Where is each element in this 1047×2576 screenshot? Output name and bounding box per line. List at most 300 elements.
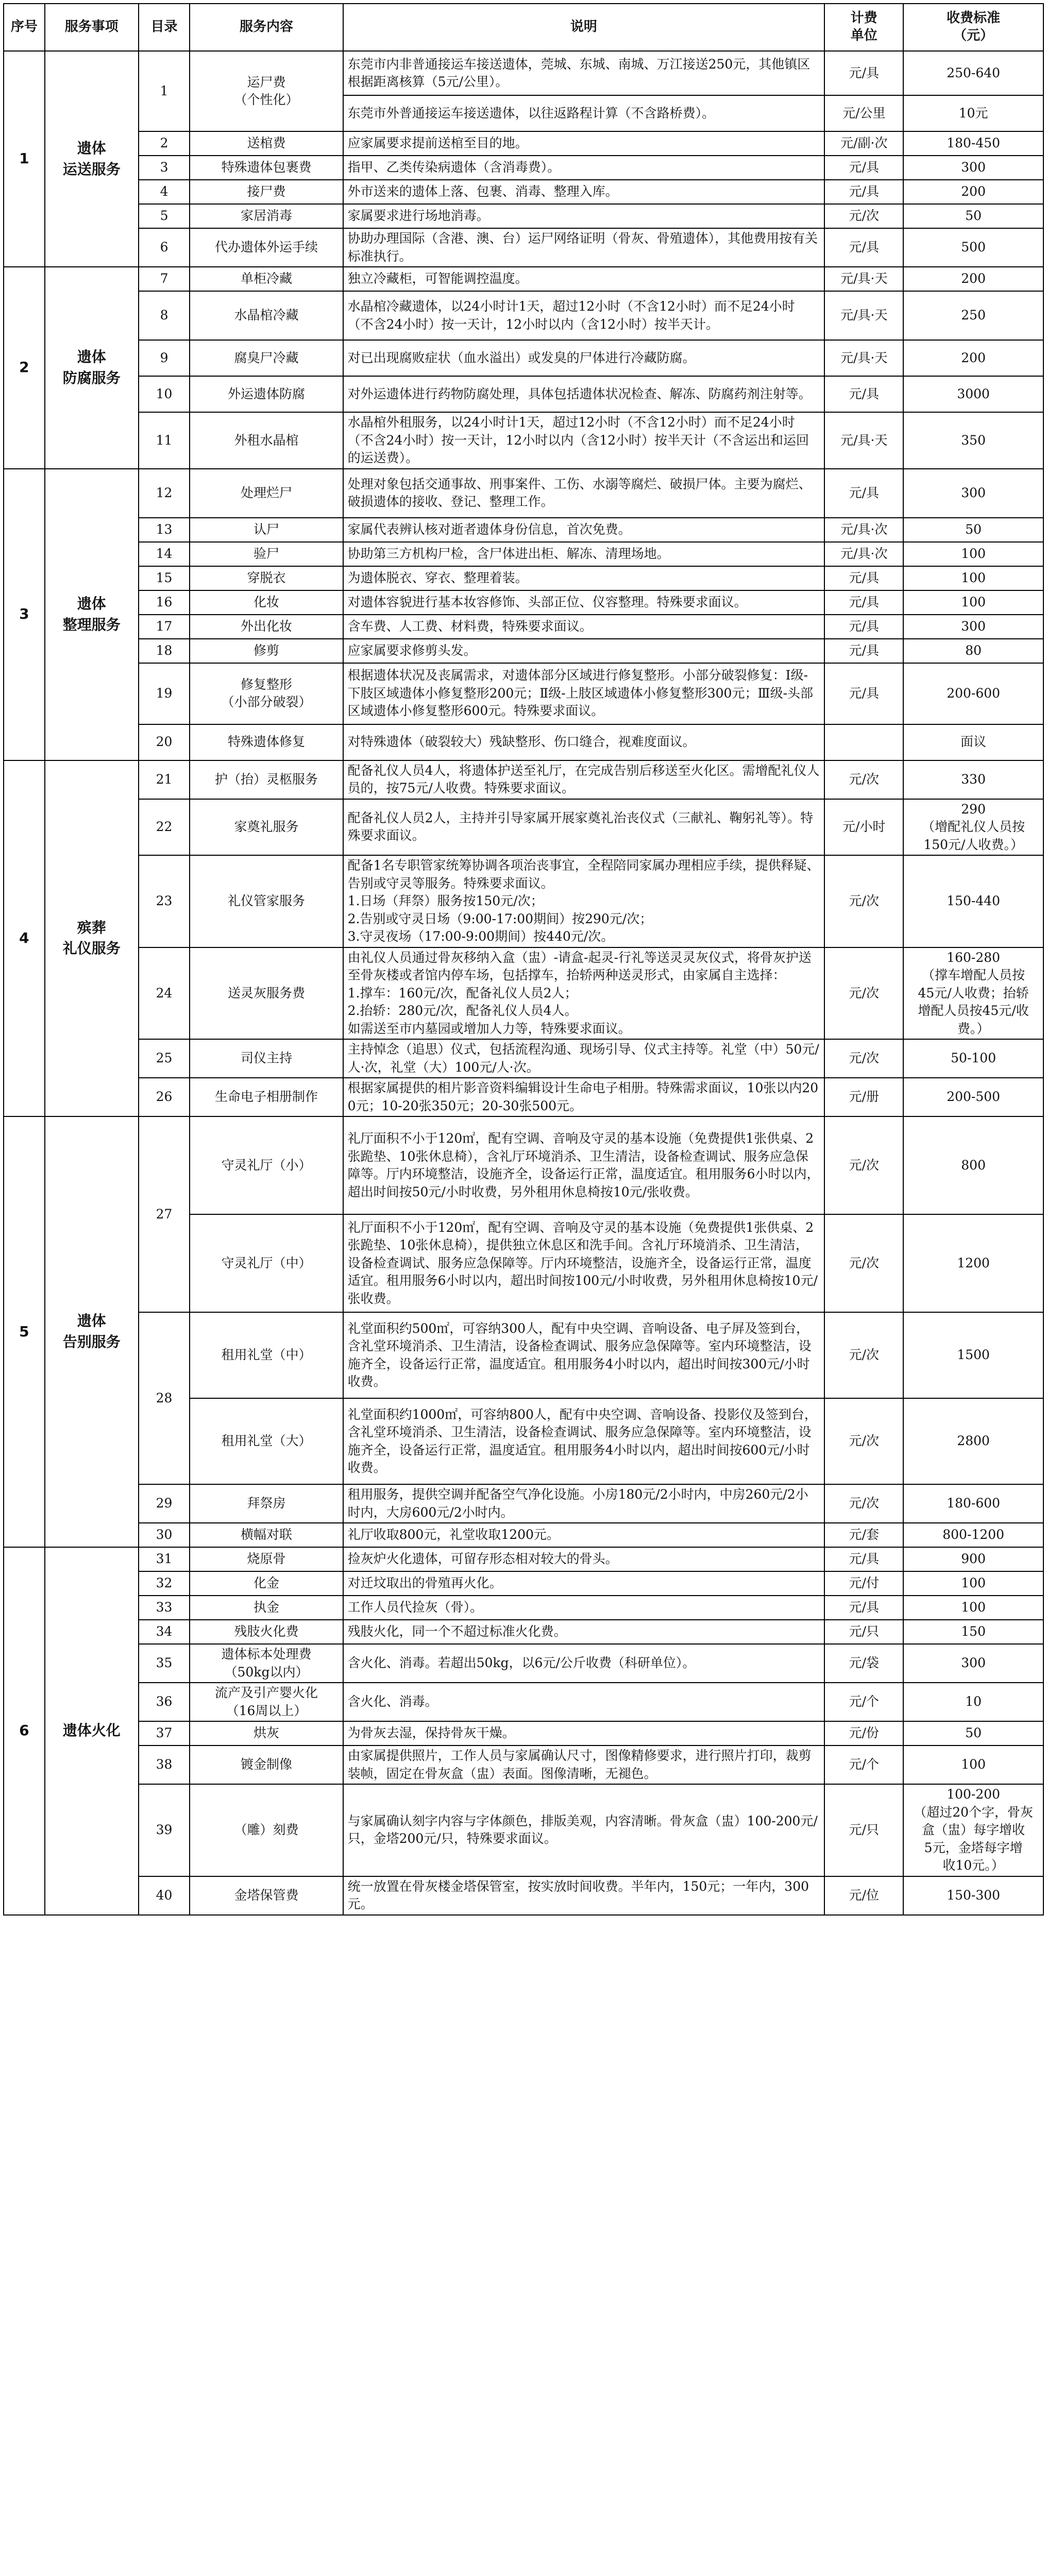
price-cell: 80	[903, 639, 1043, 663]
service-line: 烘灰	[254, 1725, 280, 1741]
service-cell	[190, 566, 343, 590]
index-cell: 37	[139, 1721, 190, 1745]
unit-cell: 元/份	[824, 1721, 903, 1745]
table-row	[4, 1620, 1043, 1644]
service-cell	[190, 469, 343, 518]
table-row	[4, 1596, 1043, 1620]
table-row	[4, 228, 1043, 267]
index-cell: 7	[139, 267, 190, 291]
service-cell	[190, 267, 343, 291]
description-cell: 外市送来的遗体上落、包裹、消毒、整理入库。	[343, 180, 825, 204]
description-cell: 根据遗体状况及丧属需求，对遗体部分区域进行修复整形。小部分破裂修复：Ⅰ级-下肢区域遗体小修复整形200元；Ⅱ级-上肢区域遗体小修复整形300元；Ⅲ级-头部区域遗体小修复整形600元。特殊要求面议。	[343, 663, 825, 724]
price-cell	[903, 947, 1043, 1040]
service-line: 烧原骨	[247, 1551, 286, 1567]
description-cell: 对外运遗体进行药物防腐处理，具体包括遗体状况检查、解冻、防腐药剂注射等。	[343, 376, 825, 412]
price-line: 100-200	[947, 1787, 1001, 1802]
service-cell	[190, 1784, 343, 1876]
table-row	[4, 1683, 1043, 1721]
price-cell: 800	[903, 1116, 1043, 1214]
service-line: 特殊遗体修复	[228, 734, 306, 750]
service-line: 镀金制像	[241, 1757, 293, 1772]
unit-cell: 元/次	[824, 760, 903, 799]
index-cell: 12	[139, 469, 190, 518]
description-cell: 应家属要求修剪头发。	[343, 639, 825, 663]
table-row	[4, 131, 1043, 156]
description-cell: 家属代表辨认核对逝者遗体身份信息，首次免费。	[343, 518, 825, 542]
service-line: 租用礼堂（大）	[221, 1433, 312, 1449]
index-cell: 25	[139, 1039, 190, 1078]
description-cell: 协助第三方机构尸检，含尸体进出柜、解冻、清理场地。	[343, 542, 825, 566]
service-line: 验尸	[254, 546, 280, 561]
unit-cell: 元/个	[824, 1683, 903, 1721]
category-cell	[45, 267, 139, 469]
price-cell: 200-500	[903, 1078, 1043, 1116]
table-row	[4, 799, 1043, 856]
service-line: 家居消毒	[241, 208, 293, 224]
index-cell: 11	[139, 412, 190, 469]
index-cell: 26	[139, 1078, 190, 1116]
description-cell: 工作人员代捡灰（骨）。	[343, 1596, 825, 1620]
table-row	[4, 1523, 1043, 1547]
service-cell	[190, 615, 343, 639]
description-line: 2.告别或守灵日场（9:00-17:00期间）按290元/次；	[347, 911, 653, 926]
description-cell: 水晶棺外租服务，以24小时计1天，超过12小时（不含12小时）而不足24小时（不含24小时）按一天计，12小时以内（含12小时）按半天计（不含运出和运回的运送费）。	[343, 412, 825, 469]
unit-cell: 元/具·天	[824, 340, 903, 376]
service-line: 守灵礼厅（中）	[221, 1255, 312, 1270]
service-cell	[190, 1745, 343, 1784]
table-row	[4, 1484, 1043, 1523]
price-cell: 2800	[903, 1398, 1043, 1484]
service-cell	[190, 291, 343, 340]
service-line: 特殊遗体包裹费	[221, 160, 312, 175]
service-line: 租用礼堂（中）	[221, 1347, 312, 1363]
index-cell: 31	[139, 1547, 190, 1571]
price-line: 5元，金塔每字增	[924, 1840, 1023, 1855]
index-cell: 21	[139, 760, 190, 799]
category-line: 遗体	[77, 595, 106, 612]
service-cell	[190, 1721, 343, 1745]
description-cell: 含车费、人工费、材料费，特殊要求面议。	[343, 615, 825, 639]
index-cell: 10	[139, 376, 190, 412]
unit-cell: 元/次	[824, 1039, 903, 1078]
service-cell	[190, 639, 343, 663]
table-row	[4, 639, 1043, 663]
category-line: 礼仪服务	[62, 940, 121, 957]
index-cell: 3	[139, 156, 190, 180]
index-cell: 23	[139, 855, 190, 947]
price-cell: 350	[903, 412, 1043, 469]
table-row	[4, 1039, 1043, 1078]
service-line: 护（抬）灵柩服务	[215, 771, 318, 787]
description-cell: 对已出现腐败症状（血水溢出）或发臭的尸体进行冷藏防腐。	[343, 340, 825, 376]
unit-cell: 元/册	[824, 1078, 903, 1116]
description-cell	[343, 947, 825, 1040]
price-line: 收10元。）	[942, 1858, 1004, 1873]
price-cell: 100	[903, 542, 1043, 566]
fee-schedule-page	[0, 3, 1047, 1916]
unit-cell: 元/袋	[824, 1644, 903, 1683]
index-cell: 24	[139, 947, 190, 1040]
category-cell	[45, 51, 139, 267]
table-row	[4, 1547, 1043, 1571]
description-cell: 处理对象包括交通事故、刑事案件、工伤、水溺等腐烂、破损尸体。主要为腐烂、破损遗体的接收、登记、整理工作。	[343, 469, 825, 518]
header-seq: 序号	[4, 4, 45, 51]
service-cell	[190, 1312, 343, 1398]
price-cell: 1200	[903, 1214, 1043, 1312]
price-cell: 100	[903, 1571, 1043, 1596]
description-line: 1.撑车：160元/次，配备礼仪人员2人；	[347, 985, 578, 1001]
service-line: 认尸	[254, 521, 280, 537]
service-line: 穿脱衣	[247, 570, 286, 585]
index-cell: 38	[139, 1745, 190, 1784]
price-cell: 180-450	[903, 131, 1043, 156]
service-cell	[190, 204, 343, 228]
header-unit	[824, 4, 903, 51]
table-row	[4, 156, 1043, 180]
price-cell: 800-1200	[903, 1523, 1043, 1547]
description-cell: 与家属确认刻字内容与字体颜色，排版美观，内容清晰。骨灰盒（盅）100-200元/只，金塔200元/只，特殊要求面议。	[343, 1784, 825, 1876]
description-cell: 捡灰炉火化遗体，可留存形态相对较大的骨头。	[343, 1547, 825, 1571]
service-line: 化金	[254, 1575, 280, 1591]
service-line: 家奠礼服务	[234, 819, 299, 834]
index-cell: 1	[139, 51, 190, 131]
service-cell	[190, 542, 343, 566]
service-line: 礼仪管家服务	[228, 893, 306, 908]
index-cell: 29	[139, 1484, 190, 1523]
unit-cell: 元/具	[824, 1596, 903, 1620]
table-row	[4, 518, 1043, 542]
service-cell	[190, 131, 343, 156]
table-row	[4, 469, 1043, 518]
service-line: （16周以上）	[226, 1703, 307, 1718]
price-cell: 50	[903, 204, 1043, 228]
description-cell: 配备礼仪人员2人，主持并引导家属开展家奠礼治丧仪式（三献礼、鞠躬礼等）。特殊要求面议。	[343, 799, 825, 856]
header-price-line: （元）	[953, 28, 994, 43]
service-line: 化妆	[254, 594, 280, 609]
category-line: 防腐服务	[62, 369, 121, 386]
service-line: 外出化妆	[241, 618, 293, 634]
unit-cell: 元/只	[824, 1620, 903, 1644]
service-cell	[190, 518, 343, 542]
table-row	[4, 542, 1043, 566]
category-line: 整理服务	[62, 616, 121, 633]
unit-cell: 元/具	[824, 615, 903, 639]
service-line: 残肢火化费	[234, 1624, 299, 1639]
index-cell: 30	[139, 1523, 190, 1547]
description-cell	[343, 855, 825, 947]
description-cell: 对迁坟取出的骨殖再火化。	[343, 1571, 825, 1596]
index-cell: 2	[139, 131, 190, 156]
index-cell: 36	[139, 1683, 190, 1721]
price-cell: 50-100	[903, 1039, 1043, 1078]
category-line: 遗体	[77, 139, 106, 157]
description-cell: 统一放置在骨灰楼金塔保管室，按实放时间收费。半年内，150元；一年内，300元。	[343, 1876, 825, 1915]
table-row	[4, 566, 1043, 590]
description-cell: 礼厅面积不小于120㎡，配有空调、音响及守灵的基本设施（免费提供1张供桌、2张跪垫、10张休息椅），含礼厅环境消杀、卫生清洁，设备检查调试、服务应急保障等。厅内环境整洁，设施齐全，设备运行正常，温度适宜。租用服务6小时以内，超出时间按50元/小时收费，另外租用休息椅按10元/张收费。	[343, 1116, 825, 1214]
description-cell: 礼堂面积约1000㎡，可容纳800人，配有中央空调、音响设备、投影仪及签到台，含礼堂环境消杀、卫生清洁，设备检查调试、服务应急保障等。室内环境整洁，设施齐全，设备运行正常，温度适宜。租用服务4小时以内，超出时间按600元/小时收费。	[343, 1398, 825, 1484]
unit-cell: 元/具	[824, 156, 903, 180]
description-cell: 含火化、消毒。	[343, 1683, 825, 1721]
service-cell	[190, 156, 343, 180]
table-row	[4, 291, 1043, 340]
category-line: 遗体火化	[62, 1722, 121, 1739]
unit-cell: 元/副·次	[824, 131, 903, 156]
service-cell	[190, 1876, 343, 1915]
table-row	[4, 855, 1043, 947]
table-row	[4, 204, 1043, 228]
price-cell: 250	[903, 291, 1043, 340]
service-line: 拜祭房	[247, 1496, 286, 1511]
description-cell: 由家属提供照片，工作人员与家属确认尺寸，图像精修要求，进行照片打印，裁剪装帧，固定在骨灰盒（盅）表面。图像清晰，无褪色。	[343, 1745, 825, 1784]
price-line: 160-280	[947, 950, 1001, 965]
service-line: 生命电子相册制作	[215, 1089, 318, 1105]
price-cell: 200	[903, 340, 1043, 376]
price-line: 45元/人收费；抬轿	[918, 985, 1029, 1001]
service-line: 单柜冷藏	[241, 271, 293, 286]
unit-cell: 元/具	[824, 469, 903, 518]
price-line: 增配人员按45元/收	[918, 1003, 1029, 1018]
table-row	[4, 1644, 1043, 1683]
price-cell: 150-440	[903, 855, 1043, 947]
unit-cell: 元/具	[824, 639, 903, 663]
service-line: 处理烂尸	[241, 485, 293, 500]
service-line: （小部分破裂）	[221, 694, 312, 709]
unit-cell: 元/次	[824, 1214, 903, 1312]
price-cell: 330	[903, 760, 1043, 799]
unit-cell: 元/次	[824, 204, 903, 228]
table-row	[4, 376, 1043, 412]
description-line: 如需送至市内墓园或增加人力等，特殊要求面议。	[347, 1021, 631, 1036]
description-cell: 东莞市外普通接运车接送遗体，以往返路程计算（不含路桥费）。	[343, 95, 825, 131]
price-cell: 300	[903, 156, 1043, 180]
service-cell	[190, 1116, 343, 1214]
index-cell: 35	[139, 1644, 190, 1683]
service-line: 守灵礼厅（小）	[221, 1157, 312, 1173]
service-cell	[190, 590, 343, 615]
table-row	[4, 590, 1043, 615]
index-cell: 40	[139, 1876, 190, 1915]
unit-cell: 元/小时	[824, 799, 903, 856]
price-cell: 100	[903, 566, 1043, 590]
table-row	[4, 340, 1043, 376]
index-cell: 17	[139, 615, 190, 639]
price-cell: 200	[903, 180, 1043, 204]
service-cell	[190, 1683, 343, 1721]
price-cell	[903, 1784, 1043, 1876]
header-row	[4, 4, 1043, 51]
description-cell: 礼堂面积约500㎡，可容纳300人，配有中央空调、音响设备、电子屏及签到台，含礼堂环境消杀、卫生清洁，设备检查调试、服务应急保障等。室内环境整洁，设施齐全，设备运行正常，温度适宜。租用服务4小时以内，超出时间按300元/小时收费。	[343, 1312, 825, 1398]
unit-cell: 元/套	[824, 1523, 903, 1547]
unit-cell: 元/具	[824, 180, 903, 204]
table-row	[4, 1876, 1043, 1915]
category-line: 运送服务	[62, 160, 121, 178]
price-cell: 300	[903, 469, 1043, 518]
table-row	[4, 663, 1043, 724]
index-cell: 8	[139, 291, 190, 340]
price-cell: 150-300	[903, 1876, 1043, 1915]
service-cell	[190, 1078, 343, 1116]
description-cell: 家属要求进行场地消毒。	[343, 204, 825, 228]
unit-cell: 元/次	[824, 947, 903, 1040]
description-cell: 东莞市内非普通接运车接送遗体，莞城、东城、南城、万江接送250元，其他镇区根据距离核算（5元/公里）。	[343, 51, 825, 95]
header-description: 说明	[343, 4, 825, 51]
index-cell: 14	[139, 542, 190, 566]
index-cell: 18	[139, 639, 190, 663]
service-line: 送棺费	[247, 135, 286, 151]
table-row	[4, 51, 1043, 95]
description-cell: 对遗体容貌进行基本妆容修饰、头部正位、仪容整理。特殊要求面议。	[343, 590, 825, 615]
price-cell: 100	[903, 1596, 1043, 1620]
index-cell: 22	[139, 799, 190, 856]
unit-cell: 元/只	[824, 1784, 903, 1876]
service-line: 执金	[254, 1600, 280, 1615]
description-cell: 含火化、消毒。若超出50kg，以6元/公斤收费（科研单位）。	[343, 1644, 825, 1683]
category-line: 告别服务	[62, 1333, 121, 1350]
price-line: 150元/人收费。）	[923, 837, 1023, 852]
service-cell	[190, 1644, 343, 1683]
description-cell: 为骨灰去湿，保持骨灰干燥。	[343, 1721, 825, 1745]
description-line: 配备1名专职管家统筹协调各项治丧事宜，全程陪同家属办理相应手续，提供释疑、告别或守灵等服务。特殊要求面议。	[347, 858, 820, 891]
service-cell	[190, 228, 343, 267]
price-cell: 200	[903, 267, 1043, 291]
header-unit-line: 单位	[850, 28, 877, 43]
index-cell: 27	[139, 1116, 190, 1312]
index-cell: 34	[139, 1620, 190, 1644]
price-cell: 3000	[903, 376, 1043, 412]
service-cell	[190, 724, 343, 760]
price-cell: 1500	[903, 1312, 1043, 1398]
unit-cell: 元/位	[824, 1876, 903, 1915]
description-line: 由礼仪人员通过骨灰移纳入盒（盅）-请盒-起灵-行礼等送灵灵灰仪式，将骨灰护送至骨灰楼或者馆内停车场，包括撑车，抬轿两种送灵形式，由家属自主选择：	[347, 950, 812, 982]
price-cell: 10	[903, 1683, 1043, 1721]
unit-cell: 元/个	[824, 1745, 903, 1784]
description-cell: 租用服务，提供空调并配备空气净化设施。小房180元/2小时内，中房260元/2小时内，大房600元/2小时内。	[343, 1484, 825, 1523]
unit-cell: 元/具·次	[824, 518, 903, 542]
table-row	[4, 615, 1043, 639]
unit-cell: 元/具·天	[824, 291, 903, 340]
index-cell: 16	[139, 590, 190, 615]
table-row	[4, 1784, 1043, 1876]
unit-cell: 元/公里	[824, 95, 903, 131]
price-cell: 10元	[903, 95, 1043, 131]
index-cell: 4	[139, 180, 190, 204]
seq-cell: 3	[4, 469, 45, 760]
price-cell: 面议	[903, 724, 1043, 760]
unit-cell: 元/具	[824, 376, 903, 412]
service-cell	[190, 1596, 343, 1620]
unit-cell: 元/具	[824, 566, 903, 590]
price-cell: 150	[903, 1620, 1043, 1644]
unit-cell: 元/具·天	[824, 412, 903, 469]
service-line: 水晶棺冷藏	[234, 308, 299, 323]
price-cell: 300	[903, 1644, 1043, 1683]
service-cell	[190, 376, 343, 412]
index-cell: 33	[139, 1596, 190, 1620]
table-row	[4, 760, 1043, 799]
service-line: 外运遗体防腐	[228, 386, 306, 401]
category-line: 殡葬	[77, 919, 106, 936]
price-cell: 180-600	[903, 1484, 1043, 1523]
description-line: 2.抬轿：280元/次，配备礼仪人员4人。	[347, 1003, 578, 1018]
seq-cell: 4	[4, 760, 45, 1117]
price-cell: 50	[903, 518, 1043, 542]
unit-cell: 元/次	[824, 1116, 903, 1214]
unit-cell	[824, 724, 903, 760]
service-line: 司仪主持	[241, 1050, 293, 1066]
price-line: （撑车增配人员按	[922, 968, 1025, 982]
table-row	[4, 180, 1043, 204]
description-cell: 水晶棺冷藏遗体，以24小时计1天，超过12小时（不含12小时）而不足24小时（不含24小时）按一天计，12小时以内（含12小时）按半天计。	[343, 291, 825, 340]
service-line: （50kg以内）	[224, 1664, 309, 1680]
service-cell	[190, 51, 343, 131]
fee-table-body	[4, 51, 1043, 1915]
service-line: 修剪	[254, 642, 280, 658]
service-cell	[190, 340, 343, 376]
seq-cell: 1	[4, 51, 45, 267]
index-cell: 32	[139, 1571, 190, 1596]
table-row	[4, 267, 1043, 291]
category-cell	[45, 1116, 139, 1547]
service-line: 流产及引产婴火化	[215, 1685, 318, 1700]
service-cell	[190, 1523, 343, 1547]
description-line: 1.日场（拜祭）服务按150元/次；	[347, 893, 544, 908]
service-cell	[190, 1620, 343, 1644]
table-row	[4, 1078, 1043, 1116]
service-line: 遗体标本处理费	[221, 1647, 312, 1662]
service-line: （雕）刻费	[234, 1822, 299, 1837]
table-row	[4, 1116, 1043, 1214]
price-line: （超过20个字，骨灰	[914, 1804, 1034, 1820]
service-cell	[190, 180, 343, 204]
service-line: 代办遗体外运手续	[215, 240, 318, 255]
index-cell: 13	[139, 518, 190, 542]
table-row	[4, 1571, 1043, 1596]
unit-cell: 元/具	[824, 51, 903, 95]
unit-cell: 元/次	[824, 855, 903, 947]
table-row	[4, 724, 1043, 760]
table-row	[4, 412, 1043, 469]
description-cell: 残肢火化，同一个不超过标准火化费。	[343, 1620, 825, 1644]
header-unit-line: 计费	[850, 10, 877, 26]
unit-cell: 元/具	[824, 1547, 903, 1571]
service-cell	[190, 1214, 343, 1312]
index-cell: 19	[139, 663, 190, 724]
price-line: 290	[961, 801, 986, 817]
price-line: 盒（盅）每字增收	[922, 1822, 1025, 1837]
description-line: 3.守灵夜场（17:00-9:00期间）按440元/次。	[347, 929, 614, 944]
header-index: 目录	[139, 4, 190, 51]
price-cell: 900	[903, 1547, 1043, 1571]
price-cell	[903, 799, 1043, 856]
price-cell: 100	[903, 1745, 1043, 1784]
service-cell	[190, 855, 343, 947]
service-line: （个性化）	[234, 92, 299, 107]
table-row	[4, 1721, 1043, 1745]
price-cell: 200-600	[903, 663, 1043, 724]
header-price-line: 收费标准	[947, 10, 1001, 26]
service-line: 金塔保管费	[234, 1887, 299, 1903]
header-content: 服务内容	[190, 4, 343, 51]
price-line: （增配礼仪人员按	[922, 819, 1025, 834]
category-line: 遗体	[77, 1312, 106, 1330]
category-line: 遗体	[77, 348, 106, 366]
index-cell: 6	[139, 228, 190, 267]
service-line: 外租水晶棺	[234, 432, 299, 448]
index-cell: 5	[139, 204, 190, 228]
service-cell	[190, 1398, 343, 1484]
header-category: 服务事项	[45, 4, 139, 51]
service-cell	[190, 412, 343, 469]
